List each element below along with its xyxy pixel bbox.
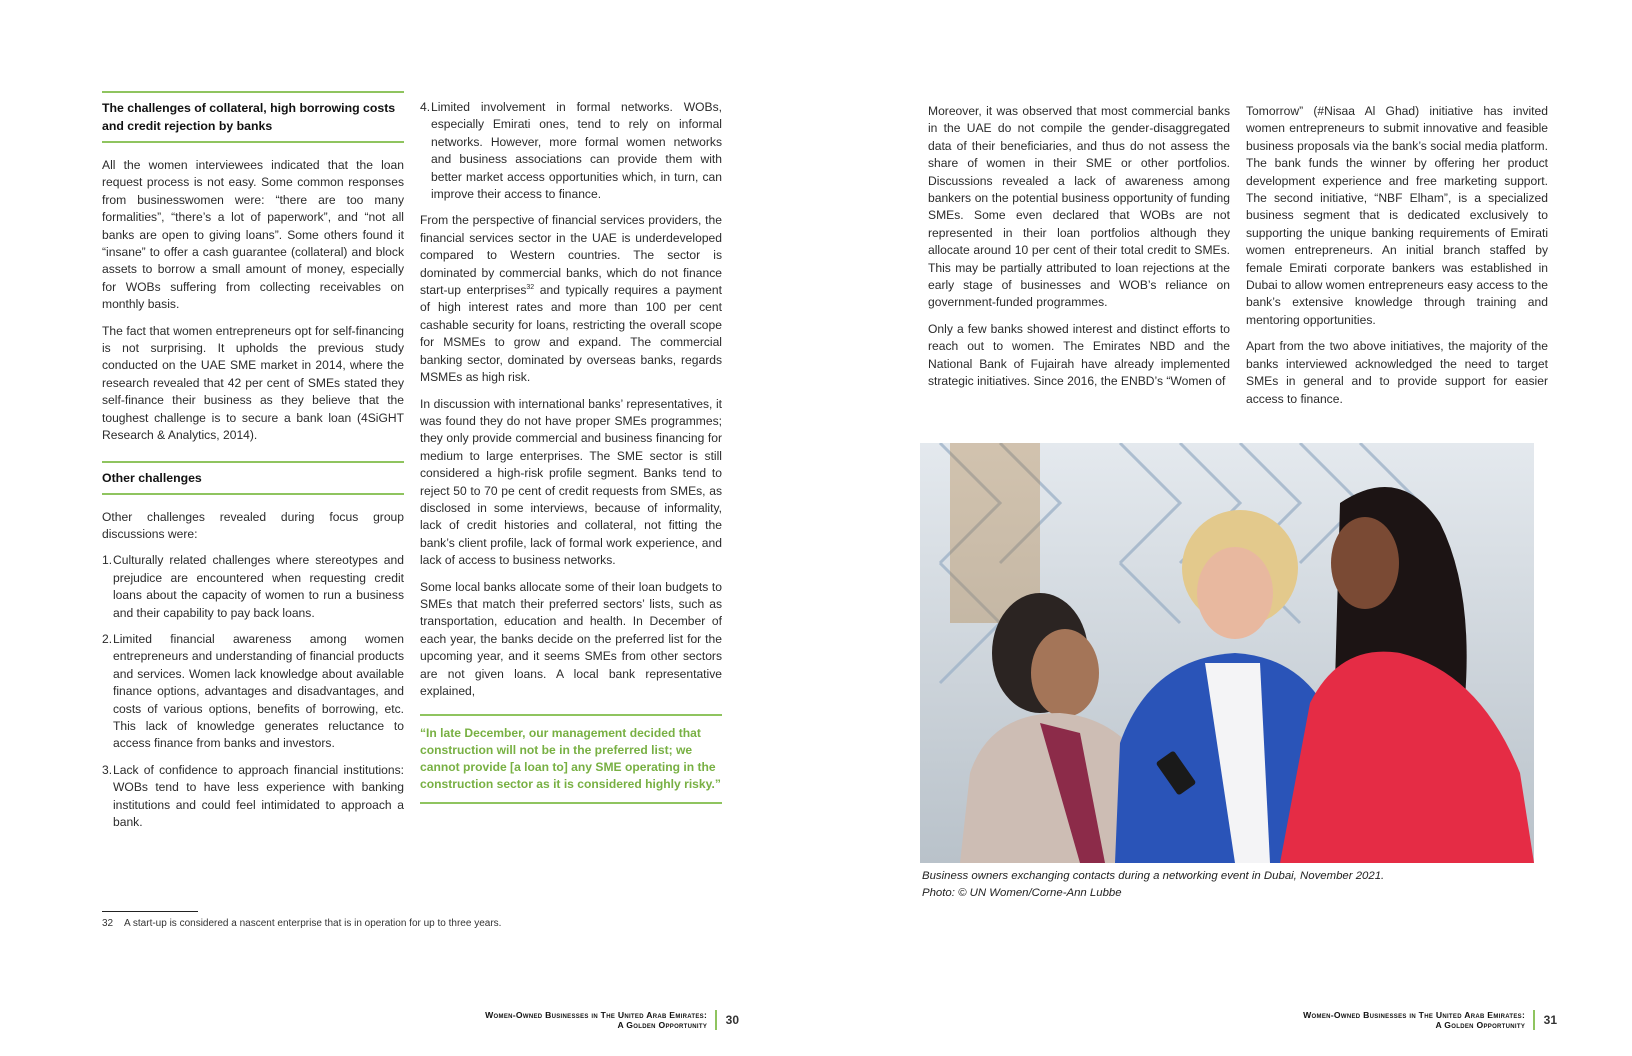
list-number: 4. [420,100,431,114]
left-column-2 [420,99,722,804]
photo-caption [922,868,1384,901]
footer-title-line: Women-Owned Businesses in The United Arab Emirates: [1303,1009,1526,1020]
footer-divider [1533,1010,1535,1030]
list-item [102,552,404,622]
page-number: 30 [725,1013,739,1027]
footnote-reference[interactable]: 32 [526,284,535,292]
challenges-list-continued [420,99,722,203]
paragraph [420,212,722,386]
footer-title [485,1010,707,1031]
right-column-2 [1246,103,1548,417]
footnote [102,918,501,929]
list-text: Lack of confidence to approach financial institutions: WOBs tend to have less experience with banking institutions and could feel intimidated to approach a bank. [113,762,404,829]
list-number: 3. [102,762,113,777]
footer-title-line: A Golden Opportunity [617,1020,708,1030]
photo-networking-event [920,443,1534,863]
paragraph: Only a few banks showed interest and distinct efforts to reach out to women. The Emirates NBD and the National Bank of Fujairah have already implemented strategic initiatives. Since 2016, the ENBD’s “Women of [928,321,1230,389]
pull-quote: “In late December, our management decided that construction will not be in the preferred list; we cannot provide [a loan to] any SME operating in the construction sector as it is considered highly risky.” [420,714,722,804]
paragraph-text: and typically requires a payment of high interest rates and more than 100 per cent cashable security for loans, restricting the overall scope for MSMEs to grow and expand. The commercial banking sector, dominated by overseas banks, regards MSMEs as high risk. [420,283,722,385]
paragraph: Tomorrow” (#Nisaa Al Ghad) initiative has invited women entrepreneurs to submit innovative and feasible business proposals via the bank’s social media platform. The bank funds the winner by offering her product development experience and free marketing support. The second initiative, “NBF Elham”, is a specialized business segment that is dedicated exclusively to supporting the unique banking requirements of Emirati women entrepreneurs. An initial branch staffed by female Emirati corporate bankers was established in Dubai to allow women entrepreneurs easy access to the bank’s extensive knowledge through training and mentoring opportunities. [1246,104,1548,327]
page-number: 31 [1543,1013,1557,1027]
section-heading-other: Other challenges [102,461,404,495]
paragraph: Apart from the two above initiatives, the majority of the banks interviewed acknowledged the need to target SMEs in general and to provide support for easier access to finance. [1246,339,1548,406]
list-text: Limited involvement in formal networks. WOBs, especially Emirati ones, tend to rely on informal networks. However, more formal women networks and business associations can provide them with better market access opportunities which, in turn, can improve their access to finance. [431,100,722,202]
photo-illustration [920,443,1534,863]
list-item [420,99,722,203]
list-number: 2. [102,631,113,646]
right-column-1 [928,103,1230,400]
paragraph-text: From the perspective of financial services providers, the financial services sector in the UAE is underdeveloped compared to Western countries. The sector is dominated by commercial banks, which do not finance start-up enterprises [420,213,722,298]
section-heading-collateral: The challenges of collateral, high borrowing costs and credit rejection by banks [102,91,404,143]
paragraph: All the women interviewees indicated that the loan request process is not easy. Some common responses from businesswomen were: “there are too many formalities”, “there’s a lot of paperwork”, and “not all banks are open to giving loans”. Some others found it “insane” to offer a cash guarantee (collateral) and block assets to borrow a small amount of money, especially for WOBs suffering from collecting receivables on monthly basis. [102,158,404,312]
challenges-list [102,552,404,831]
footnote-divider [102,911,198,912]
list-item [102,762,404,832]
footer-title [1303,1010,1525,1031]
footer-title-line: A Golden Opportunity [1435,1020,1526,1030]
footnote-number: 32 [102,918,114,929]
list-text: Culturally related challenges where stereotypes and prejudice are encountered when requesting credit loans about the capacity of women to run a business and their capability to pay back loans. [113,553,404,620]
photo-credit: Photo: © UN Women/Corne-Ann Lubbe [922,886,1122,899]
footnote-text: A start-up is considered a nascent enterprise that is in operation for up to three years. [124,918,502,929]
footer-divider [715,1010,717,1030]
footer-title-line: Women-Owned Businesses in The United Arab Emirates: [485,1009,708,1020]
footer-right [1303,1008,1557,1032]
paragraph: In discussion with international banks’ representatives, it was found they do not have proper SMEs programmes; they only provide commercial and business financing for medium to large enterprises. The SME sector is still considered a high-risk profile segment. Banks tend to reject 50 to 70 pe cent of credit requests from SMEs, as disclosed in some interviews, because of informality, lack of credit histories and collateral, not fitting the bank’s client profile, lack of formal work experience, and lack of access to business networks. [420,396,722,568]
paragraph: Some local banks allocate some of their loan budgets to SMEs that match their preferred sectors’ lists, such as transportation, education and health. In December of each year, the banks decide on the preferred list for the upcoming year, and it seems SMEs from other sectors are not given loans. A local bank representative explained, [420,579,722,698]
left-column-1 [102,91,404,840]
caption-line: Business owners exchanging contacts during a networking event in Dubai, November 2021. [922,870,1385,882]
paragraph: Other challenges revealed during focus group discussions were: [102,509,404,541]
paragraph: Moreover, it was observed that most commercial banks in the UAE do not compile the gender-disaggregated data of their beneficiaries, and thus do not assess the share of women in their SME or other portfolios. Discussions revealed a lack of awareness among bankers on the potential business opportunity of funding SMEs. Some even declared that WOBs are not represented in their loan portfolios although they allocate around 10 per cent of their total credit to SMEs. This may be partially attributed to loan rejections at the early stage of businesses and WOB’s reliance on government-funded programmes. [928,104,1230,310]
list-item [102,631,404,753]
list-text: Limited financial awareness among women entrepreneurs and understanding of financial products and services. Women lack knowledge about available finance options, advantages and disadvantages, and costs of various options, benefits of borrowing, etc. This lack of knowledge generates reluctance to access finance from banks and investors. [113,631,404,751]
paragraph: The fact that women entrepreneurs opt for self-financing is not surprising. It upholds the previous study conducted on the UAE SME market in 2014, where the research revealed that 42 per cent of SMEs stated they self-finance their business as they believe that the toughest challenge is to secure a bank loan (4SiGHT Research & Analytics, 2014). [102,323,404,443]
list-number: 1. [102,553,113,568]
footer-left [485,1008,739,1032]
